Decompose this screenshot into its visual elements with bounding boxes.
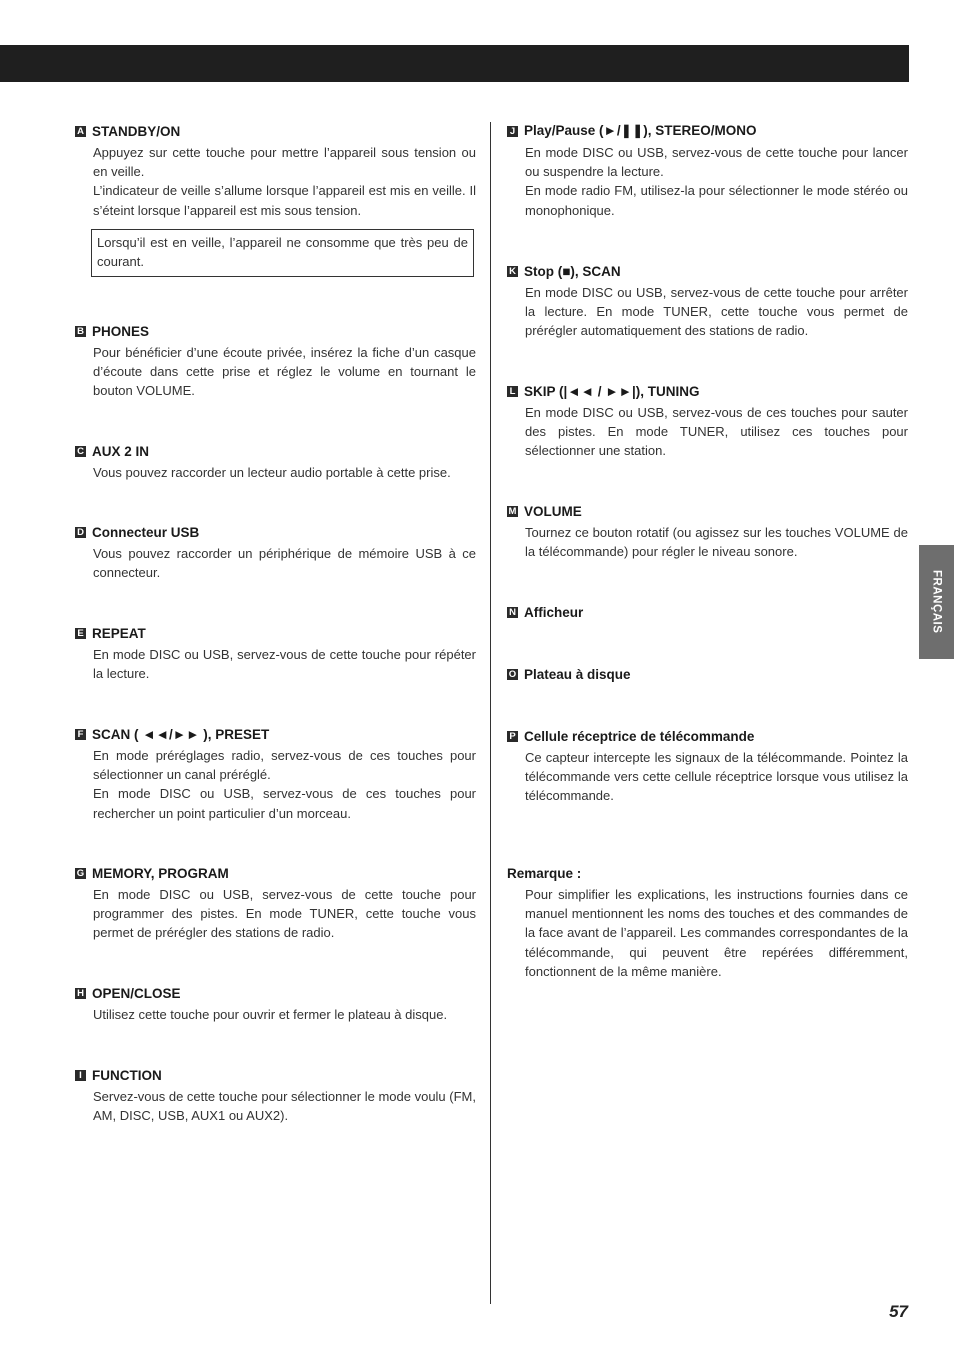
remark-section <box>507 864 908 981</box>
item-title: VOLUME <box>524 503 582 519</box>
item-text: En mode radio FM, utilisez-la pour sélectionner le mode stéréo ou monophonique. <box>525 183 908 218</box>
item-title: Afficheur <box>524 604 584 620</box>
language-tab <box>919 545 954 659</box>
item-text: Ce capteur intercepte les signaux de la télécommande. Pointez la télécommande vers cette cellule réceptrice lorsque vous utilisez la télécommande. <box>525 750 908 804</box>
item-text: Tournez ce bouton rotatif (ou agissez sur les touches VOLUME de la télécommande) pour régler le niveau sonore. <box>525 525 908 560</box>
item-title: Cellule réceptrice de télécommande <box>524 728 755 744</box>
item-usb-connector <box>75 523 476 582</box>
item-text: En mode DISC ou USB, servez-vous de cette touche pour lancer ou suspendre la lecture. <box>525 145 908 180</box>
item-letter: F <box>75 729 86 740</box>
item-title: Stop (■), SCAN <box>524 263 621 279</box>
item-text: En mode DISC ou USB, servez-vous de cette touche pour répéter la lecture. <box>93 647 476 682</box>
item-display <box>507 603 908 621</box>
item-text: L’indicateur de veille s’allume lorsque l’appareil est mis en veille. Il s’éteint lorsque l’appareil est mis sous tension. <box>93 183 476 218</box>
item-title: Play/Pause (►/❚❚), STEREO/MONO <box>524 123 757 138</box>
item-text: En mode DISC ou USB, servez-vous de cette touche pour programmer des pistes. En mode TUNER, cette touche vous permet de prérégler des stations de radio. <box>93 887 476 941</box>
item-title: REPEAT <box>92 625 146 641</box>
item-text: Appuyez sur cette touche pour mettre l’appareil sous tension ou en veille. <box>93 145 476 180</box>
item-letter: A <box>75 126 86 137</box>
item-letter: C <box>75 446 86 457</box>
page-number: 57 <box>889 1302 908 1321</box>
column-divider <box>490 122 491 1304</box>
header-bar <box>0 45 909 82</box>
item-title: PHONES <box>92 323 150 339</box>
item-letter: G <box>76 867 85 879</box>
item-stop-scan <box>507 262 908 341</box>
item-volume <box>507 502 908 561</box>
item-letter: E <box>75 628 86 639</box>
item-disc-tray <box>507 665 908 683</box>
item-letter: I <box>75 1070 86 1081</box>
item-repeat <box>75 624 476 683</box>
item-letter: L <box>507 386 518 397</box>
item-standby-on <box>75 122 476 277</box>
item-title: MEMORY, PROGRAM <box>92 865 229 881</box>
item-text: Servez-vous de cette touche pour sélectionner le mode voulu (FM, AM, DISC, USB, AUX1 ou AUX2). <box>93 1089 476 1124</box>
remark-title: Remarque : <box>507 865 582 881</box>
item-text: Vous pouvez raccorder un lecteur audio portable à cette prise. <box>93 465 451 480</box>
item-title: SCAN ( ◄◄/►► ), PRESET <box>92 726 270 742</box>
language-tab-label: FRANÇAIS <box>930 570 943 634</box>
item-text: Utilisez cette touche pour ouvrir et fermer le plateau à disque. <box>93 1007 448 1022</box>
item-letter: B <box>75 326 86 337</box>
item-title: SKIP (|◄◄ / ►►|), TUNING <box>524 383 700 399</box>
item-phones <box>75 322 476 401</box>
item-title: Plateau à disque <box>524 666 631 682</box>
item-title: STANDBY/ON <box>92 123 181 139</box>
remark-text: Pour simplifier les explications, les instructions fournies dans ce manuel mentionnent les noms des touches et des commandes de la face avant de l’appareil. Les commandes correspondantes de la télécommande, qui peuvent être repérées différemment, fonctionnent de la même manière. <box>525 887 908 979</box>
item-letter: N <box>507 607 518 618</box>
item-title: FUNCTION <box>92 1067 162 1083</box>
item-letter: D <box>75 527 86 538</box>
item-title: Connecteur USB <box>92 524 200 540</box>
item-skip-tuning <box>507 382 908 461</box>
item-aux2-in <box>75 442 476 482</box>
item-letter: K <box>507 266 518 277</box>
item-text: En mode DISC ou USB, servez-vous de ces touches pour sauter des pistes. En mode TUNER, utilisez ces touches pour sélectionner une station. <box>525 405 908 459</box>
item-letter: H <box>75 988 86 999</box>
item-text: En mode DISC ou USB, servez-vous de cette touche pour arrêter la lecture. En mode TUNER, cette touche vous permet de prérégler automatiquement des stations de radio. <box>525 285 908 339</box>
item-letter: M <box>508 505 517 517</box>
item-text: Pour bénéficier d’une écoute privée, insérez la fiche d’un casque d’écoute dans cette prise et réglez le volume en tournant le bouton VOLUME. <box>93 345 476 399</box>
item-letter: O <box>508 668 517 680</box>
item-text: Vous pouvez raccorder un périphérique de mémoire USB à ce connecteur. <box>93 546 476 581</box>
item-title: AUX 2 IN <box>92 443 150 459</box>
item-text: En mode préréglages radio, servez-vous de ces touches pour sélectionner un canal préréglé. <box>93 748 476 783</box>
item-remote-sensor <box>507 727 908 806</box>
note-box: Lorsqu’il est en veille, l’appareil ne consomme que très peu de courant. <box>91 229 474 277</box>
item-title: OPEN/CLOSE <box>92 985 181 1001</box>
item-open-close <box>75 984 476 1024</box>
item-play-pause <box>507 122 908 220</box>
item-text: En mode DISC ou USB, servez-vous de ces touches pour rechercher un point particulier d’un morceau. <box>93 786 476 821</box>
item-memory-program <box>75 864 476 943</box>
item-scan-preset <box>75 725 476 823</box>
item-letter: P <box>507 731 518 742</box>
item-function <box>75 1066 476 1125</box>
item-letter: J <box>507 126 518 137</box>
